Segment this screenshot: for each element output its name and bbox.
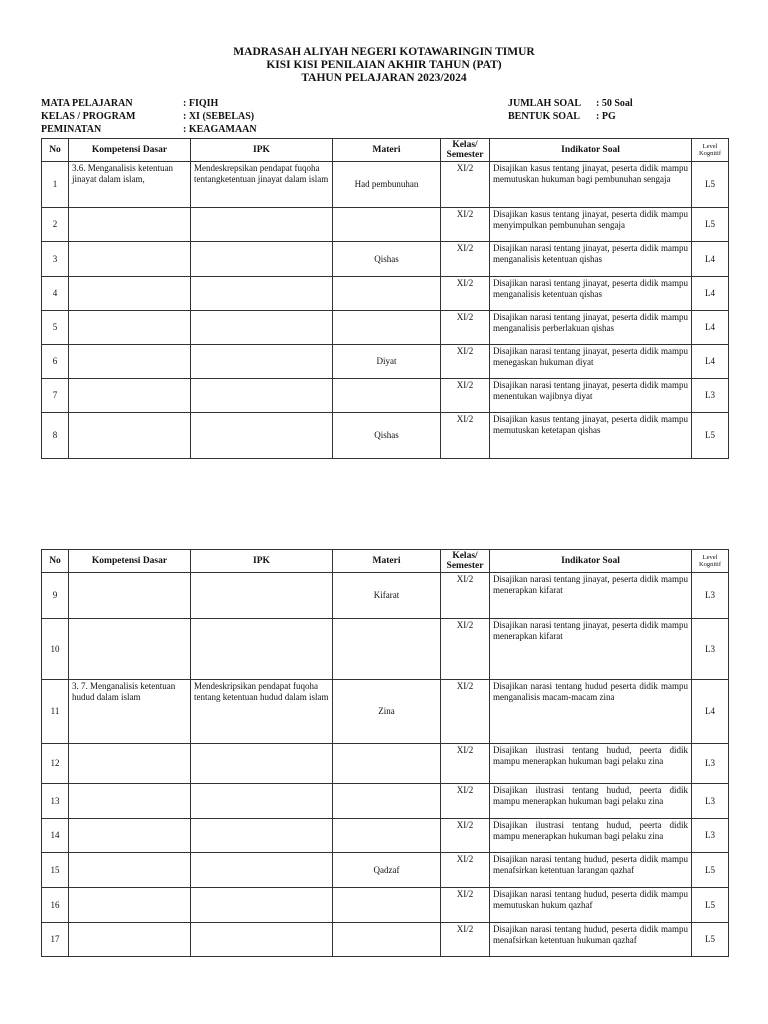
row-no: 1 (42, 162, 69, 208)
row-no: 5 (42, 311, 69, 345)
row-kelas-semester: XI/2 (441, 162, 490, 208)
row-kelas-semester: XI/2 (441, 242, 490, 277)
row-ipk (191, 277, 333, 311)
table-row (42, 379, 729, 413)
row-level-kognitif: L3 (692, 379, 729, 413)
row-ipk (191, 242, 333, 277)
row-materi (333, 311, 441, 345)
row-materi (333, 277, 441, 311)
row-level-kognitif: L4 (692, 242, 729, 277)
row-kelas-semester: XI/2 (441, 208, 490, 242)
row-level-kognitif: L4 (692, 680, 729, 744)
col-header-kd: Kompetensi Dasar (69, 139, 191, 162)
row-indikator-soal: Disajikan narasi tentang jinayat, peserta didik mampu menganalisis perberlakuan qishas (490, 311, 692, 345)
jumlah-soal-value: : 50 Soal (596, 98, 633, 109)
row-no: 12 (42, 744, 69, 784)
row-indikator-soal: Disajikan narasi tentang jinayat, peserta didik mampu menerapkan kifarat (490, 573, 692, 619)
row-kompetensi-dasar: 3. 7. Menganalisis ketentuan hudud dalam islam (69, 680, 191, 744)
row-kelas-semester: XI/2 (441, 573, 490, 619)
col-header-kelas (441, 139, 490, 162)
peminatan-label: PEMINATAN (41, 124, 102, 135)
row-ipk: Mendeskripsikan pendapat fuqoha tentang ketentuan hudud dalam islam (191, 680, 333, 744)
row-no: 8 (42, 413, 69, 459)
row-materi (333, 888, 441, 923)
table-row (42, 888, 729, 923)
row-ipk (191, 784, 333, 819)
row-ipk (191, 345, 333, 379)
table-row (42, 242, 729, 277)
row-ipk (191, 379, 333, 413)
table-row (42, 853, 729, 888)
table-row (42, 680, 729, 744)
row-kompetensi-dasar (69, 784, 191, 819)
academic-year: TAHUN PELAJARAN 2023/2024 (301, 72, 467, 84)
row-level-kognitif: L4 (692, 311, 729, 345)
peminatan-value: : KEAGAMAAN (183, 124, 257, 135)
kelas-value: : XI (SEBELAS) (183, 111, 255, 122)
row-materi (333, 208, 441, 242)
row-kompetensi-dasar (69, 819, 191, 853)
row-kompetensi-dasar (69, 208, 191, 242)
row-indikator-soal: Disajikan narasi tentang jinayat, peserta didik mampu menegaskan hukuman diyat (490, 345, 692, 379)
row-materi: Zina (333, 680, 441, 744)
table-row (42, 923, 729, 957)
row-no: 3 (42, 242, 69, 277)
col-header-level (692, 550, 729, 573)
row-materi (333, 619, 441, 680)
document-title: KISI KISI PENILAIAN AKHIR TAHUN (PAT) (266, 59, 502, 71)
row-kompetensi-dasar (69, 573, 191, 619)
row-kompetensi-dasar (69, 888, 191, 923)
col-header-level-line1: Level (702, 143, 718, 150)
table-row (42, 277, 729, 311)
row-level-kognitif: L4 (692, 345, 729, 379)
row-indikator-soal: Disajikan ilustrasi tentang hudud, peerta didik mampu menerapkan hukuman bagi pelaku zina (490, 819, 692, 853)
col-header-kelas-line1: Kelas/ (452, 140, 478, 150)
row-kelas-semester: XI/2 (441, 413, 490, 459)
row-kelas-semester: XI/2 (441, 277, 490, 311)
row-no: 4 (42, 277, 69, 311)
col-header-ipk: IPK (191, 139, 333, 162)
row-indikator-soal: Disajikan narasi tentang hudud peserta didik mampu menganalisis macam-macam zina (490, 680, 692, 744)
row-kompetensi-dasar (69, 277, 191, 311)
row-no: 15 (42, 853, 69, 888)
table-row (42, 162, 729, 208)
row-kelas-semester: XI/2 (441, 345, 490, 379)
col-header-kelas-line2: Semester (446, 150, 484, 160)
table-row (42, 208, 729, 242)
kisi-table-2 (41, 549, 729, 957)
row-no: 7 (42, 379, 69, 413)
row-indikator-soal: Disajikan kasus tentang jinayat, peserta didik mampu memutuskan ketetapan qishas (490, 413, 692, 459)
row-no: 11 (42, 680, 69, 744)
row-materi (333, 923, 441, 957)
row-no: 14 (42, 819, 69, 853)
row-ipk (191, 819, 333, 853)
col-header-level-line1: Level (702, 554, 718, 561)
row-kelas-semester: XI/2 (441, 819, 490, 853)
row-ipk (191, 573, 333, 619)
row-level-kognitif: L5 (692, 208, 729, 242)
table-row (42, 573, 729, 619)
row-kompetensi-dasar (69, 413, 191, 459)
row-level-kognitif: L5 (692, 162, 729, 208)
row-kelas-semester: XI/2 (441, 619, 490, 680)
col-header-no: No (42, 550, 69, 573)
row-no: 6 (42, 345, 69, 379)
mapel-value: : FIQIH (183, 98, 219, 109)
row-kompetensi-dasar (69, 619, 191, 680)
row-kompetensi-dasar (69, 379, 191, 413)
bentuk-soal-value: : PG (596, 111, 616, 122)
bentuk-soal-label: BENTUK SOAL (508, 111, 580, 122)
row-no: 2 (42, 208, 69, 242)
row-kelas-semester: XI/2 (441, 744, 490, 784)
row-no: 16 (42, 888, 69, 923)
mapel-label: MATA PELAJARAN (41, 98, 133, 109)
row-level-kognitif: L4 (692, 277, 729, 311)
row-kompetensi-dasar (69, 923, 191, 957)
row-level-kognitif: L3 (692, 619, 729, 680)
row-materi (333, 744, 441, 784)
row-kompetensi-dasar (69, 744, 191, 784)
row-materi: Had pembunuhan (333, 162, 441, 208)
row-ipk (191, 744, 333, 784)
table-row (42, 413, 729, 459)
row-ipk (191, 311, 333, 345)
col-header-level-line2: Kognitif (698, 561, 722, 568)
row-no: 9 (42, 573, 69, 619)
col-header-materi: Materi (333, 550, 441, 573)
row-kompetensi-dasar: 3.6. Menganalisis ketentuan jinayat dalam islam, (69, 162, 191, 208)
row-indikator-soal: Disajikan narasi tentang jinayat, peserta didik mampu menganalisis ketentuan qishas (490, 242, 692, 277)
row-indikator-soal: Disajikan kasus tentang jinayat, peserta didik mampu memutuskan hukuman bagi pembunuhan sengaja (490, 162, 692, 208)
table-row (42, 819, 729, 853)
kelas-label: KELAS / PROGRAM (41, 111, 136, 122)
row-kelas-semester: XI/2 (441, 784, 490, 819)
row-materi (333, 819, 441, 853)
kisi-table-1 (41, 138, 729, 459)
row-no: 17 (42, 923, 69, 957)
row-materi (333, 784, 441, 819)
row-kompetensi-dasar (69, 311, 191, 345)
row-indikator-soal: Disajikan narasi tentang jinayat, peserta didik mampu menentukan wajibnya diyat (490, 379, 692, 413)
row-ipk: Mendeskrepsikan pendapat fuqoha tentangketentuan jinayat dalam islam (191, 162, 333, 208)
row-no: 13 (42, 784, 69, 819)
row-indikator-soal: Disajikan ilustrasi tentang hudud, peerta didik mampu menerapkan hukuman bagi pelaku zina (490, 744, 692, 784)
row-ipk (191, 888, 333, 923)
row-level-kognitif: L3 (692, 819, 729, 853)
row-kompetensi-dasar (69, 242, 191, 277)
row-level-kognitif: L3 (692, 573, 729, 619)
row-kelas-semester: XI/2 (441, 853, 490, 888)
row-ipk (191, 853, 333, 888)
row-ipk (191, 619, 333, 680)
row-level-kognitif: L5 (692, 923, 729, 957)
row-level-kognitif: L3 (692, 744, 729, 784)
row-indikator-soal: Disajikan kasus tentang jinayat, peserta didik mampu menyimpulkan pembunuhan sengaja (490, 208, 692, 242)
row-ipk (191, 208, 333, 242)
row-level-kognitif: L5 (692, 853, 729, 888)
col-header-kd: Kompetensi Dasar (69, 550, 191, 573)
table-row (42, 744, 729, 784)
row-level-kognitif: L5 (692, 888, 729, 923)
col-header-ipk: IPK (191, 550, 333, 573)
col-header-kelas-line2: Semester (446, 561, 484, 571)
row-indikator-soal: Disajikan ilustrasi tentang hudud, peerta didik mampu menerapkan hukuman bagi pelaku zina (490, 784, 692, 819)
row-kelas-semester: XI/2 (441, 379, 490, 413)
table-row (42, 311, 729, 345)
row-kompetensi-dasar (69, 345, 191, 379)
col-header-materi: Materi (333, 139, 441, 162)
col-header-level (692, 139, 729, 162)
row-materi: Kifarat (333, 573, 441, 619)
row-ipk (191, 413, 333, 459)
table-row (42, 345, 729, 379)
row-indikator-soal: Disajikan narasi tentang jinayat, peserta didik mampu menerapkan kifarat (490, 619, 692, 680)
row-kelas-semester: XI/2 (441, 923, 490, 957)
jumlah-soal-label: JUMLAH SOAL (508, 98, 582, 109)
row-kelas-semester: XI/2 (441, 311, 490, 345)
col-header-indikator: Indikator Soal (490, 550, 692, 573)
row-materi: Qishas (333, 413, 441, 459)
school-name: MADRASAH ALIYAH NEGERI KOTAWARINGIN TIMUR (233, 46, 535, 58)
row-materi: Qadzaf (333, 853, 441, 888)
row-ipk (191, 923, 333, 957)
table-row (42, 619, 729, 680)
row-materi (333, 379, 441, 413)
col-header-indikator: Indikator Soal (490, 139, 692, 162)
row-level-kognitif: L5 (692, 413, 729, 459)
col-header-kelas (441, 550, 490, 573)
row-indikator-soal: Disajikan narasi tentang hudud, peserta didik mampu memutuskan hukum qazhaf (490, 888, 692, 923)
row-kompetensi-dasar (69, 853, 191, 888)
row-kelas-semester: XI/2 (441, 888, 490, 923)
row-materi: Diyat (333, 345, 441, 379)
row-materi: Qishas (333, 242, 441, 277)
col-header-kelas-line1: Kelas/ (452, 551, 478, 561)
row-indikator-soal: Disajikan narasi tentang hudud, peserta didik mampu menafsirkan ketentuan hukuman qazhaf (490, 923, 692, 957)
col-header-level-line2: Kognitif (698, 150, 722, 157)
row-indikator-soal: Disajikan narasi tentang jinayat, peserta didik mampu menganalisis ketentuan qishas (490, 277, 692, 311)
row-kelas-semester: XI/2 (441, 680, 490, 744)
row-no: 10 (42, 619, 69, 680)
table-row (42, 784, 729, 819)
row-indikator-soal: Disajikan narasi tentang hudud, peserta didik mampu menafsirkan ketentuan larangan qazhaf (490, 853, 692, 888)
row-level-kognitif: L3 (692, 784, 729, 819)
col-header-no: No (42, 139, 69, 162)
